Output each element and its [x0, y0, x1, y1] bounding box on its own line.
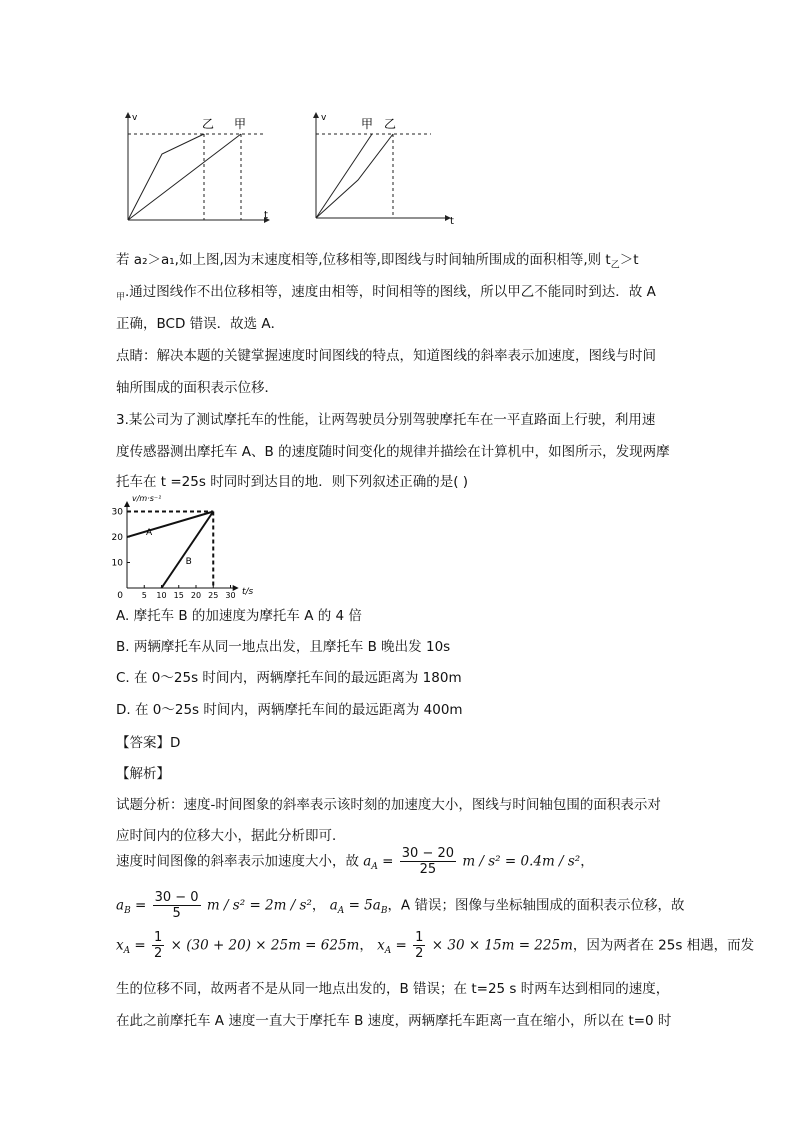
option-a: A. 摩托车 B 的加速度为摩托车 A 的 4 倍 — [116, 608, 362, 624]
equation-line1: 速度时间图像的斜率表示加速度大小，故 $a_A$ = $\frac{30 - 20}{25}$ m / s² = 0.4m / s²， — [116, 846, 594, 877]
graph-right-v-label: v — [321, 113, 327, 123]
chart-xtick-label-25: 25 — [208, 591, 219, 600]
graph-right-jia-label: 甲 — [361, 117, 374, 131]
graph-right-t-label: t — [450, 216, 454, 226]
para1-line1-sub: 乙 — [610, 260, 620, 271]
eq2-result: m / s² = 2m / s² — [206, 897, 312, 914]
para1-line1-text: 若 a₂＞a₁,如上图,因为末速度相等,位移相等,即图线与时间轴所围成的面积相等,则 t — [116, 252, 611, 268]
chart-xlabel: t/s — [242, 587, 254, 597]
eq2-text: ，A 错误；图像与坐标轴围成的面积表示位移，故 — [387, 897, 685, 914]
graph-left-y-arrow — [125, 112, 131, 118]
para1-line2-sub: 甲 — [116, 292, 126, 303]
fenxi-line2: 应时间内的位移大小，据此分析即可． — [116, 828, 346, 844]
equation-line3: $x_A$ = $\frac{1}{2}$ × (30 + 20) × 25m = 625m， $x_A$ = $\frac{1}{2}$ × 30 × 15m = 225m，因为两者在 25s 相遇，而发 — [116, 930, 755, 961]
eq1-result: m / s² = 0.4m / s² — [462, 853, 581, 870]
para1-line2-text: .通过图线作不出位移相等，速度由相等，时间相等的图线，所以甲乙不能同时到达．故 A — [125, 284, 656, 300]
eq1-prefix: 速度时间图像的斜率表示加速度大小，故 — [116, 853, 359, 870]
chart-xtick-label-15: 15 — [173, 591, 184, 600]
eq2-relation: = 5a — [348, 897, 381, 914]
graph-right — [306, 108, 466, 226]
eq3-b: × 30 × 15m = 225m — [431, 937, 573, 954]
chart-ytick-label-10: 10 — [111, 558, 123, 569]
chart-label-a: A — [145, 527, 153, 538]
chart-xtick-label-10: 10 — [156, 591, 167, 600]
chart-series-A — [127, 512, 213, 538]
last-line2: 在此之前摩托车 A 速度一直大于摩托车 B 速度，两辆摩托车距离一直在缩小，所以在 t=0 时 — [116, 1013, 672, 1029]
fenxi-line1: 试题分析：速度-时间图象的斜率表示该时刻的加速度大小，图线与时间轴包围的面积表示对 — [116, 797, 661, 813]
answer-label: 【答案】D — [116, 735, 181, 751]
chart-ylabel: v/m·s⁻¹ — [132, 494, 162, 503]
graph-left-curve-yi — [128, 134, 204, 220]
dianjing-line1: 点睛：解决本题的关键掌握速度时间图线的特点，知道图线的斜率表示加速度，图线与时间 — [116, 348, 656, 364]
last-line1: 生的位移不同，故两者不是从同一地点出发的，B 错误；在 t=25 s 时两车达到相同的速度， — [116, 981, 670, 997]
graph-left — [118, 108, 278, 226]
q3-line2: 度传感器测出摩托车 A、B 的速度随时间变化的规律并描绘在计算机中，如图所示，发现两摩 — [116, 444, 670, 460]
graph-right-yi-label: 乙 — [384, 117, 397, 131]
para1-line1-end: ＞t — [619, 252, 639, 268]
chart-origin-label: 0 — [117, 591, 123, 601]
graph-left-t-label: t — [264, 210, 268, 221]
graph-right-curve-jia — [316, 134, 372, 218]
chart-xtick-label-5: 5 — [141, 591, 147, 600]
graph-right-y-arrow — [313, 112, 319, 118]
graph-left-v-label: v — [132, 113, 138, 123]
option-d: D. 在 0～25s 时间内，两辆摩托车间的最远距离为 400m — [116, 702, 463, 718]
para1-line1 — [116, 248, 639, 271]
graph-left-yi-label: 乙 — [202, 117, 215, 131]
dianjing-line2: 轴所围成的面积表示位移． — [116, 380, 278, 396]
eq3-fraction-b: $\frac{1}{2}$ — [415, 930, 424, 961]
graph-right-curve-yi — [316, 134, 393, 218]
eq3-text: ，因为两者在 25s 相遇，而发 — [572, 937, 755, 954]
para1-line3: 正确，BCD 错误．故选 A． — [116, 316, 285, 332]
chart-xtick-label-20: 20 — [190, 591, 202, 600]
chart-y-arrow — [124, 501, 130, 507]
para1-line2 — [116, 280, 656, 303]
q3-line3: 托车在 t =25s 时同时到达目的地．则下列叙述正确的是( ) — [116, 474, 469, 490]
chart-xtick-label-30: 30 — [225, 591, 236, 600]
option-c: C. 在 0～25s 时间内，两辆摩托车间的最远距离为 180m — [116, 670, 462, 686]
eq3-a: × (30 + 20) × 25m = 625m — [170, 937, 360, 954]
option-b: B. 两辆摩托车从同一地点出发，且摩托车 B 晚出发 10s — [116, 639, 451, 655]
q3-line1: 3.某公司为了测试摩托车的性能，让两驾驶员分别驾驶摩托车在一平直路面上行驶，利用速 — [116, 412, 656, 428]
chart-series-B — [162, 512, 214, 589]
graph-left-curve-jia — [128, 134, 241, 220]
chart-label-b: B — [185, 556, 192, 567]
eq2-fraction: $\frac{30 - 0}{5}$ — [154, 890, 199, 921]
chart-ytick-label-20: 20 — [111, 533, 123, 543]
analysis-label: 【解析】 — [116, 766, 170, 782]
equation-line2: $a_B$ = $\frac{30 - 0}{5}$ m / s² = 2m / s²， $a_A = 5a_B$，A 错误；图像与坐标轴围成的面积表示位移，故 — [116, 890, 685, 921]
eq1-fraction: $\frac{30 - 20}{25}$ — [401, 846, 455, 877]
vt-chart — [110, 492, 270, 604]
chart-ytick-label-30: 30 — [111, 507, 123, 518]
eq3-fraction-a: $\frac{1}{2}$ — [154, 930, 163, 961]
graph-left-jia-label: 甲 — [234, 117, 247, 131]
